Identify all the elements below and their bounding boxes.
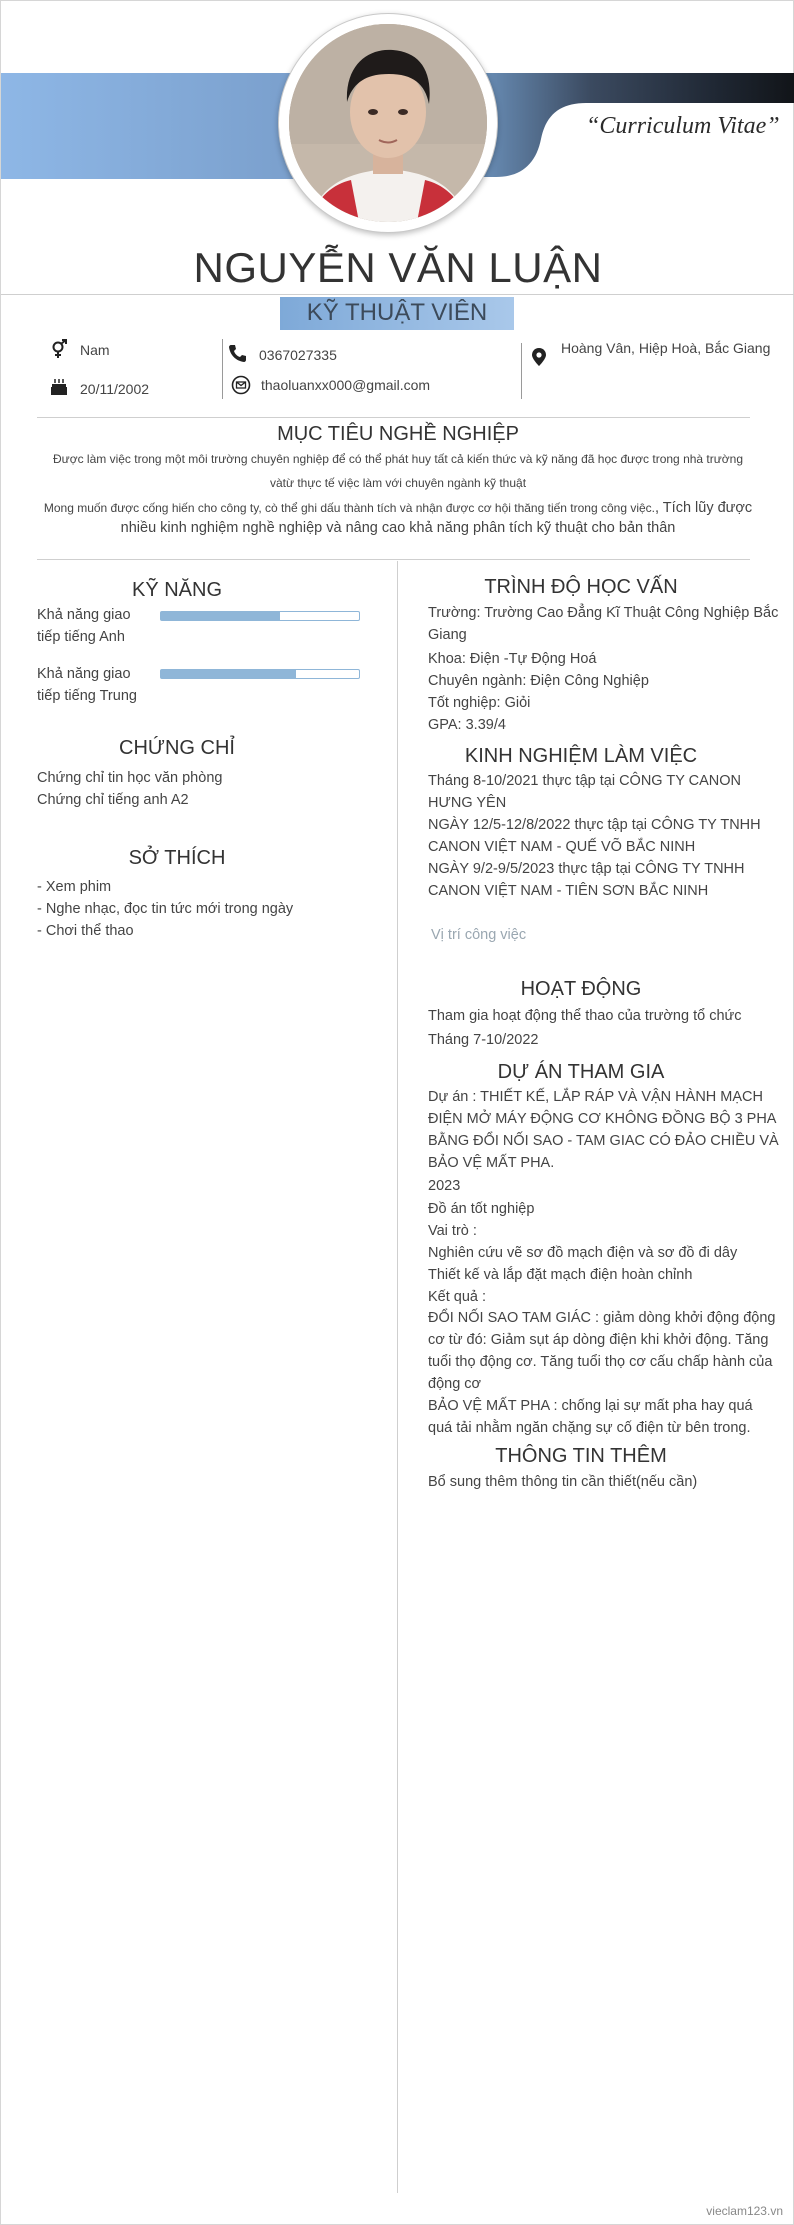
project-line: quá tải nhằm ngăn chặng sự cố điện từ bên trong. bbox=[428, 1420, 751, 1436]
hobby-item: - Nghe nhạc, đọc tin tức mới trong ngày bbox=[37, 901, 294, 917]
projects-title: DỰ ÁN THAM GIA bbox=[497, 1061, 665, 1083]
skill-2-label-line-1: Khả năng giao bbox=[37, 666, 131, 682]
gender-icon bbox=[49, 339, 69, 359]
gender-value: Nam bbox=[80, 342, 110, 358]
objective-line-2: vàtừ thực tế việc làm với chuyên ngành kỹ thuật bbox=[269, 476, 527, 490]
project-line: Đồ án tốt nghiệp bbox=[428, 1201, 535, 1217]
project-line: BẰNG ĐỔI NỐI SAO - TAM GIAC CÓ ĐẢO CHIỀU VÀ bbox=[428, 1133, 779, 1149]
activity-line: Tham gia hoạt động thể thao của trường tổ chức bbox=[428, 1008, 742, 1024]
objective-line-3 bbox=[1, 499, 794, 517]
project-line: Kết quả : bbox=[428, 1289, 487, 1305]
full-name: NGUYỄN VĂN LUẬN bbox=[193, 244, 603, 291]
footer-watermark[interactable]: vieclam123.vn bbox=[706, 2204, 783, 2218]
education-line: Tốt nghiệp: Giỏi bbox=[428, 695, 531, 711]
objective-line-4: nhiều kinh nghiệm nghề nghiệp và nâng cao khả năng phân tích kỹ thuật cho bản thân bbox=[120, 520, 676, 536]
project-line: Thiết kế và lắp đặt mạch điện hoàn chỉnh bbox=[428, 1267, 693, 1283]
objective-line-1: Được làm việc trong một môi trường chuyên nghiệp để có thể phát huy tất cả kiến thức và kỹ năng đã học được trong nhà trường bbox=[53, 452, 743, 466]
contact-separator-2 bbox=[521, 343, 522, 399]
project-line: BẢO VỆ MẤT PHA. bbox=[428, 1155, 555, 1171]
objective-line-3b: , Tích lũy được bbox=[655, 500, 753, 516]
project-line: cơ từ đó: Giảm sụt áp dòng điện khi khởi động. Tăng bbox=[428, 1332, 769, 1348]
certificate-item: Chứng chỉ tin học văn phòng bbox=[37, 770, 223, 786]
education-line: Khoa: Điện -Tự Động Hoá bbox=[428, 651, 597, 667]
skill-1-bar-fill bbox=[161, 612, 280, 620]
column-divider bbox=[397, 561, 398, 2193]
job-title: KỸ THUẬT VIÊN bbox=[306, 299, 488, 326]
experience-title: KINH NGHIỆM LÀM VIỆC bbox=[464, 745, 698, 767]
phone-icon bbox=[227, 343, 247, 363]
skill-2-label-line-2: tiếp tiếng Trung bbox=[37, 688, 137, 704]
certificates-title: CHỨNG CHỈ bbox=[119, 737, 235, 759]
more-info-line: Bổ sung thêm thông tin cần thiết(nếu cần) bbox=[428, 1474, 698, 1490]
address-value: Hoàng Vân, Hiệp Hoà, Bắc Giang bbox=[561, 340, 771, 356]
hobby-item: - Xem phim bbox=[37, 879, 112, 895]
phone-value[interactable]: 0367027335 bbox=[259, 347, 337, 363]
location-pin-icon bbox=[529, 347, 549, 367]
skill-1-label-line-1: Khả năng giao bbox=[37, 607, 131, 623]
hobbies-title: SỞ THÍCH bbox=[128, 847, 226, 869]
activity-line: Tháng 7-10/2022 bbox=[428, 1032, 539, 1048]
objective-title: MỤC TIÊU NGHỀ NGHIỆP bbox=[277, 423, 519, 445]
project-line: tuổi thọ động cơ. Tăng tuổi thọ cơ cấu chấp hành của bbox=[428, 1354, 773, 1370]
skill-1-bar bbox=[160, 611, 360, 621]
header-divider bbox=[1, 294, 794, 295]
experience-line: CANON VIỆT NAM - QUẾ VÕ BẮC NINH bbox=[428, 839, 696, 855]
experience-line: Tháng 8-10/2021 thực tập tại CÔNG TY CANON bbox=[428, 773, 742, 789]
objective-divider bbox=[37, 559, 750, 560]
position-placeholder: Vị trí công việc bbox=[431, 927, 527, 943]
experience-line: CANON VIỆT NAM - TIÊN SƠN BẮC NINH bbox=[428, 883, 709, 899]
project-line: 2023 bbox=[428, 1178, 461, 1194]
birthday-value: 20/11/2002 bbox=[80, 381, 150, 397]
birthday-cake-icon bbox=[49, 377, 69, 397]
cv-title: “Curriculum Vitae” bbox=[586, 113, 780, 139]
project-line: ĐỔI NỐI SAO TAM GIÁC : giảm dòng khởi động động bbox=[428, 1310, 776, 1326]
certificate-item: Chứng chỉ tiếng anh A2 bbox=[37, 792, 189, 808]
skill-2-bar-fill bbox=[161, 670, 296, 678]
experience-line: HƯNG YÊN bbox=[428, 795, 507, 811]
contact-separator-1 bbox=[222, 339, 223, 399]
profile-photo-image bbox=[289, 24, 487, 222]
contact-divider bbox=[37, 417, 750, 418]
education-title: TRÌNH ĐỘ HỌC VẤN bbox=[484, 576, 678, 598]
email-icon bbox=[231, 375, 251, 395]
experience-line: NGÀY 12/5-12/8/2022 thực tập tại CÔNG TY TNHH bbox=[428, 817, 761, 833]
education-line: GPA: 3.39/4 bbox=[428, 717, 506, 733]
profile-photo bbox=[278, 13, 498, 233]
education-line: Trường: Trường Cao Đẳng Kĩ Thuật Công Nghiệp Bắc bbox=[428, 605, 779, 621]
activities-title: HOẠT ĐỘNG bbox=[520, 978, 642, 1000]
skill-1-label-line-2: tiếp tiếng Anh bbox=[37, 629, 125, 645]
project-line: Nghiên cứu vẽ sơ đồ mạch điện và sơ đồ đi dây bbox=[428, 1245, 738, 1261]
skill-2-bar bbox=[160, 669, 360, 679]
experience-line: NGÀY 9/2-9/5/2023 thực tập tại CÔNG TY TNHH bbox=[428, 861, 745, 877]
more-info-title: THÔNG TIN THÊM bbox=[495, 1445, 667, 1467]
skills-title: KỸ NĂNG bbox=[131, 579, 223, 601]
objective-line-3a: Mong muốn được cống hiến cho công ty, cò thể ghi dấu thành tích và nhận được cơ hội thăng tiến trong công việc. bbox=[43, 501, 656, 515]
project-line: ĐIỆN MỞ MÁY ĐỘNG CƠ KHÔNG ĐỒNG BỘ 3 PHA bbox=[428, 1111, 777, 1127]
email-value[interactable]: thaoluanxx000@gmail.com bbox=[261, 377, 431, 393]
project-line: Vai trò : bbox=[428, 1223, 477, 1239]
project-line: Dự án : THIẾT KẾ, LẮP RÁP VÀ VẬN HÀNH MẠCH bbox=[428, 1089, 763, 1105]
education-line: Giang bbox=[428, 627, 467, 643]
project-line: động cơ bbox=[428, 1376, 482, 1392]
education-line: Chuyên ngành: Điện Công Nghiệp bbox=[428, 673, 649, 689]
project-line: BẢO VỆ MẤT PHA : chống lại sự mất pha hay quá bbox=[428, 1398, 753, 1414]
hobby-item: - Chơi thể thao bbox=[37, 923, 134, 939]
